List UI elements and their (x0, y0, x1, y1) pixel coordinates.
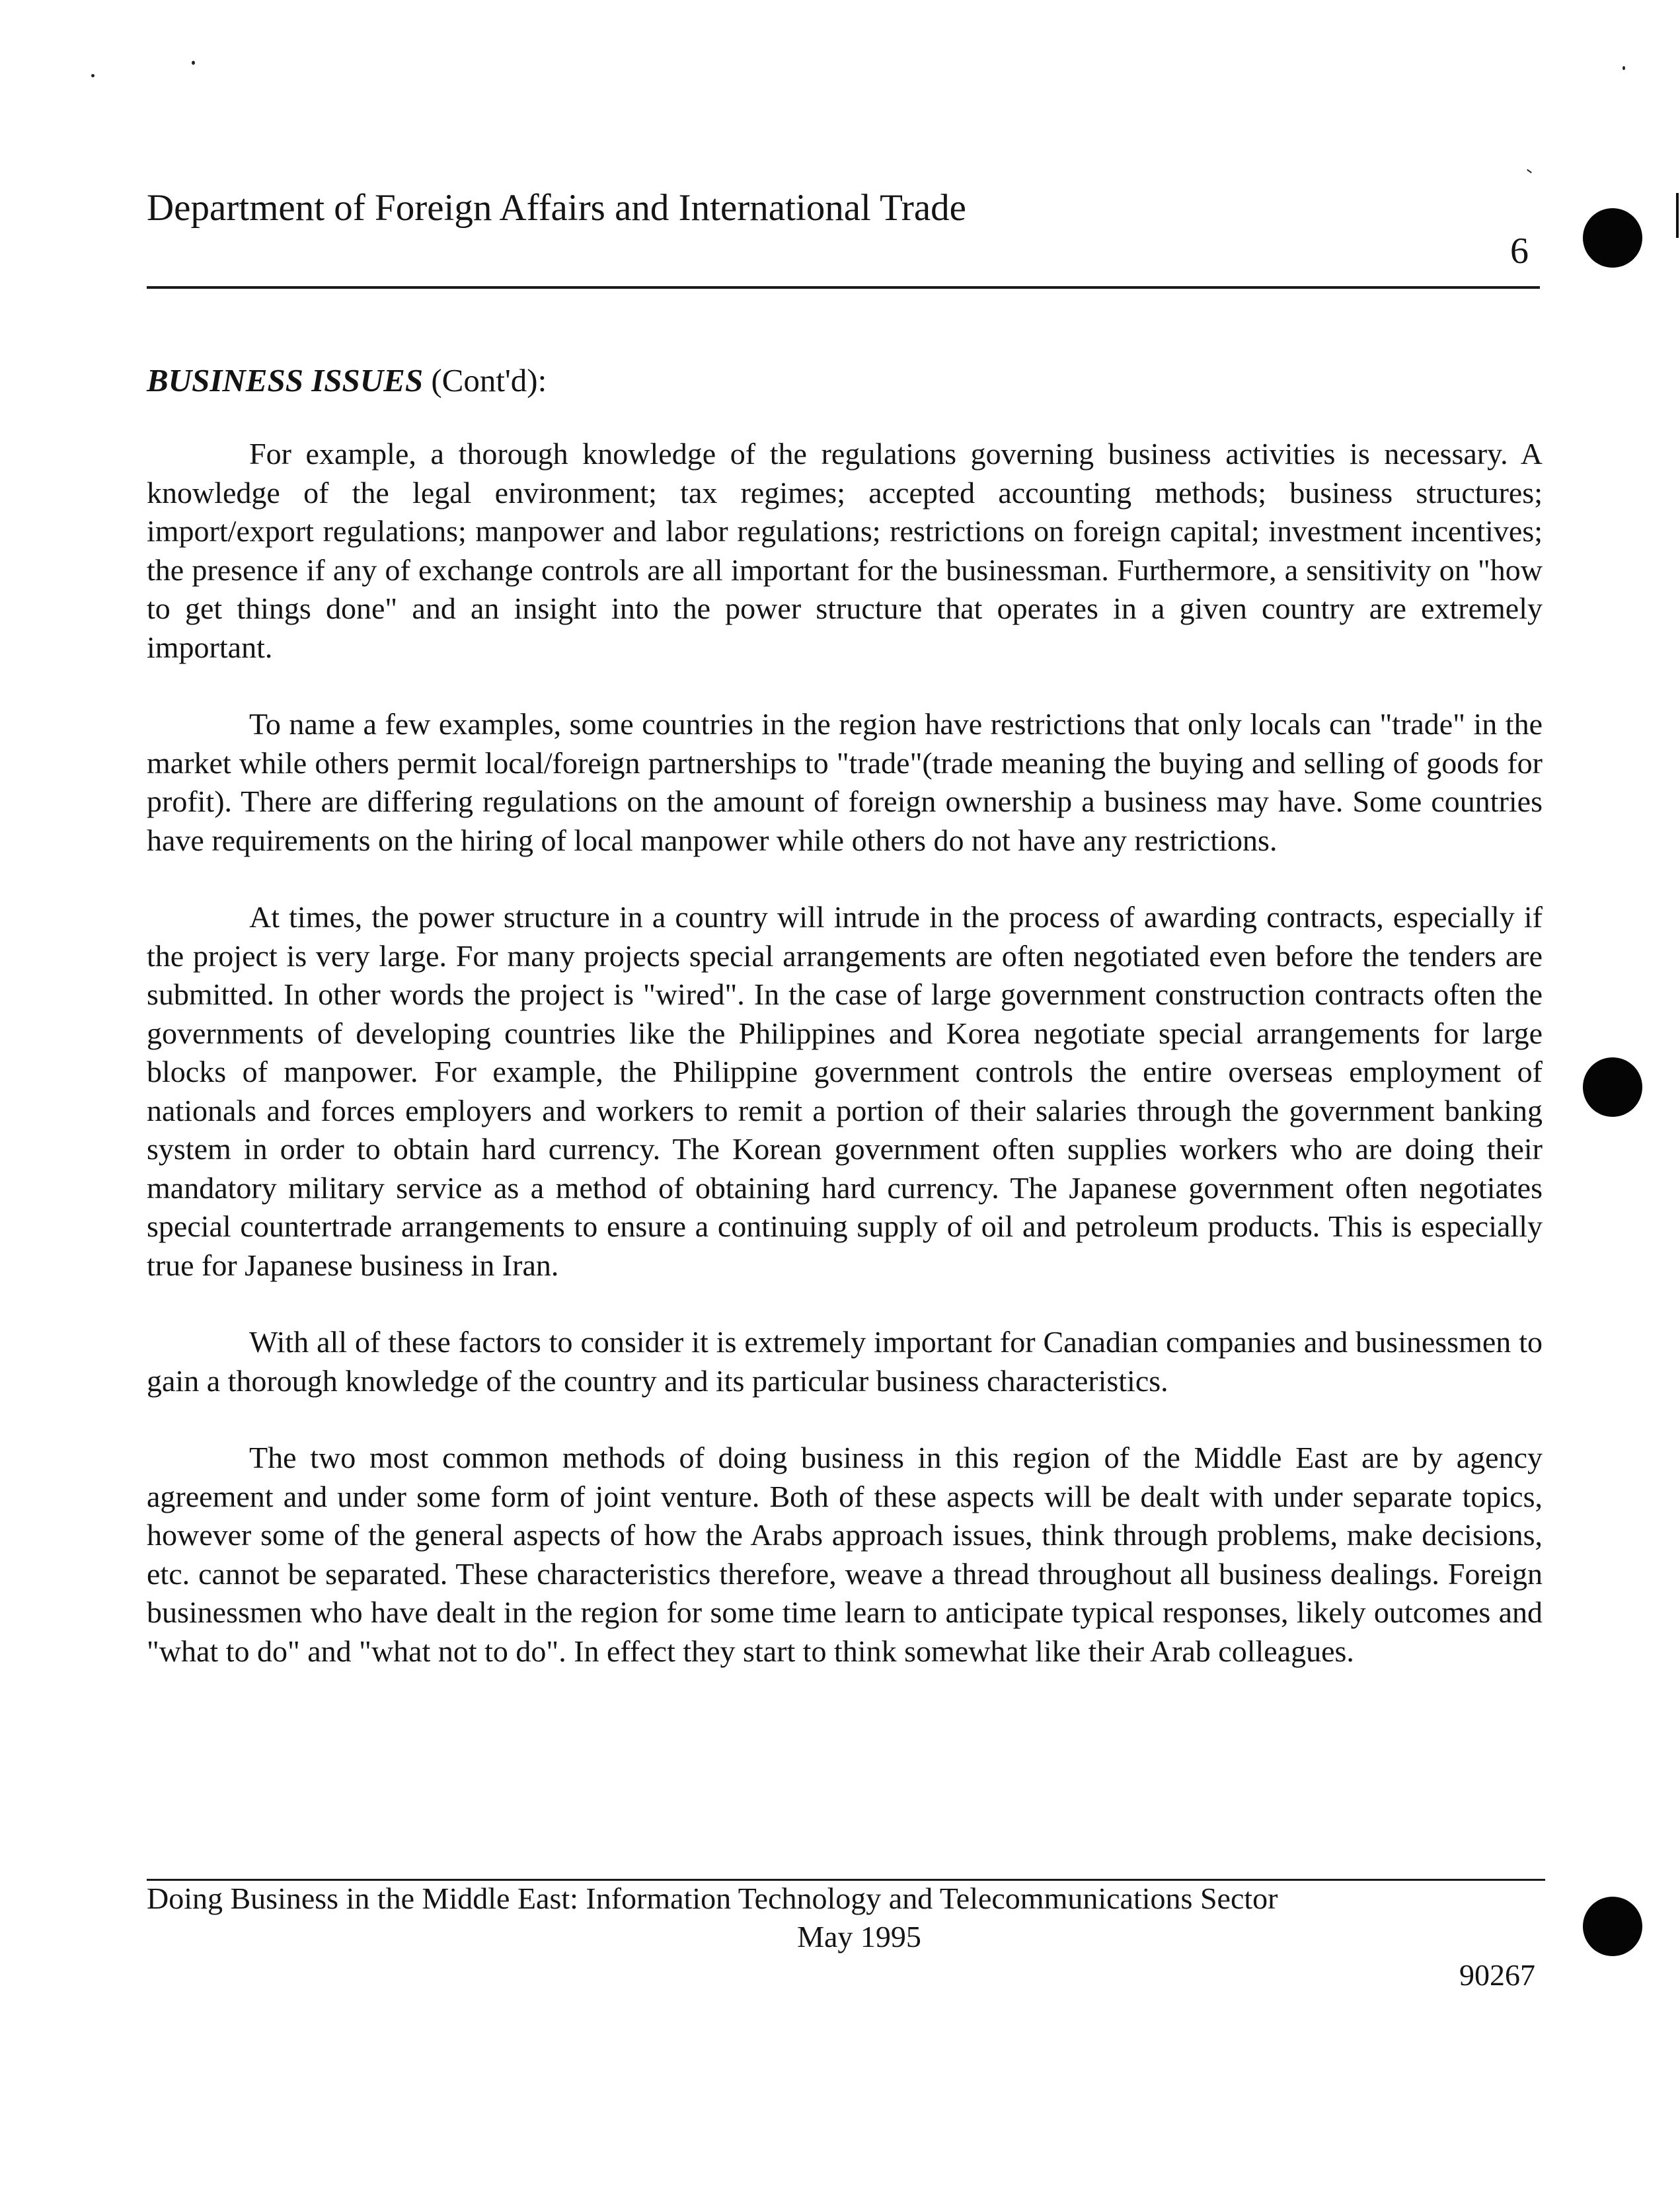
section-heading-label: BUSINESS ISSUES (147, 362, 424, 398)
body-text (147, 435, 1543, 1709)
punch-hole-middle (1583, 1057, 1642, 1117)
footer-title: Doing Business in the Middle East: Information Technology and Telecommunications Sector (147, 1881, 1278, 1915)
paragraph-4: With all of these factors to consider it is extremely important for Canadian companies and businessmen to gain a thorough knowledge of the country and its particular business characteristics. (147, 1325, 1543, 1398)
scan-speck (1527, 169, 1532, 173)
section-heading-suffix: (Cont'd): (423, 362, 547, 398)
scan-speck (91, 74, 95, 77)
header-title: Department of Foreign Affairs and International Trade (147, 187, 966, 229)
punch-hole-bottom (1583, 1897, 1642, 1956)
scan-speck (1623, 66, 1625, 70)
paragraph-3: At times, the power structure in a country will intrude in the process of awarding contracts, especially if the project is very large. For many projects special arrangements are often negotiated even before the tenders are submitted. In other words the project is "wired". In the case of large government construction contracts often the governments of developing countries like the Philippines and Korea negotiate special arrangements for large blocks of manpower. For example, the Philippine government controls the entire overseas employment of nationals and forces employers and workers to remit a portion of their salaries through the government banking system in order to obtain hard currency. The Korean government often supplies workers who are doing their mandatory military service as a method of obtaining hard currency. The Japanese government often negotiates special countertrade arrangements to ensure a continuing supply of oil and petroleum products. This is especially true for Japanese business in Iran. (147, 900, 1543, 1282)
section-heading (147, 361, 547, 400)
scan-speck (192, 61, 195, 65)
header-rule (147, 286, 1540, 289)
document-number: 90267 (1459, 1958, 1535, 1992)
paragraph-2: To name a few examples, some countries in the region have restrictions that only locals can "trade" in the market while others permit local/foreign partnerships to "trade"(trade meaning the buying and selling of goods for profit). There are differing regulations on the amount of foreign ownership a business may have. Some countries have requirements on the hiring of local manpower while others do not have any restrictions. (147, 707, 1543, 857)
footer-date: May 1995 (797, 1920, 921, 1953)
paragraph-1: For example, a thorough knowledge of the regulations governing business activities is necessary. A knowledge of the legal environment; tax regimes; accepted accounting methods; business structures; import/export regulations; manpower and labor regulations; restrictions on foreign capital; investment incentives; the presence if any of exchange controls are all important for the businessman. Furthermore, a sensitivity on "how to get things done" and an insight into the power structure that operates in a given country are extremely important. (147, 437, 1543, 664)
page-number: 6 (1510, 231, 1529, 272)
punch-hole-top (1583, 208, 1642, 268)
paragraph-5: The two most common methods of doing business in this region of the Middle East are by agency agreement and under some form of joint venture. Both of these aspects will be dealt with under separate topics, however some of the general aspects of how the Arabs approach issues, think through problems, make decisions, etc. cannot be separated. These characteristics therefore, weave a thread throughout all business dealings. Foreign businessmen who have dealt in the region for some time learn to anticipate typical responses, likely outcomes and "what to do" and "what not to do". In effect they start to think somewhat like their Arab colleagues. (147, 1441, 1543, 1668)
scan-edge-mark (1676, 193, 1679, 238)
